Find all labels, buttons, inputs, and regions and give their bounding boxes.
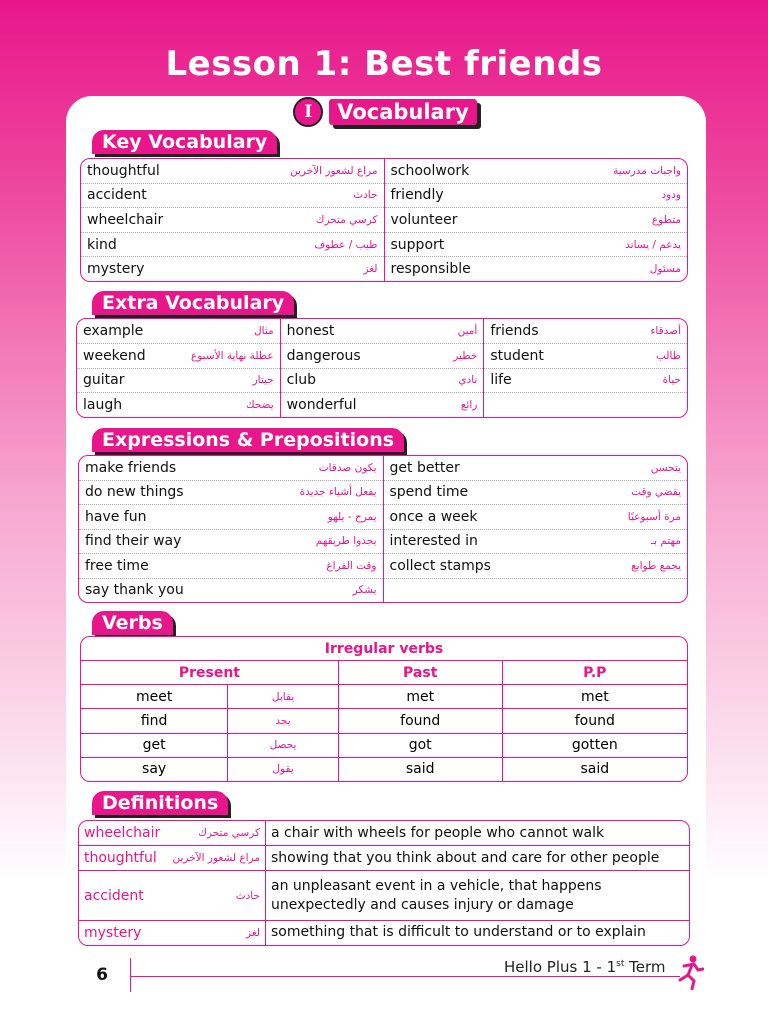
vocabulary-heading: Vocabulary (329, 99, 477, 125)
verb-pp: met (502, 685, 687, 709)
vocab-row (384, 481, 688, 506)
arabic-translation: يقضي وقت (631, 486, 681, 499)
runner-logo-icon (676, 954, 704, 990)
english-term: guitar (83, 372, 125, 389)
verb-arabic: يقول (228, 757, 339, 781)
definition-word-cell (79, 846, 266, 871)
arabic-translation: جيتار (252, 374, 274, 387)
pp-header: P.P (502, 661, 687, 685)
arabic-translation: وقت الفراغ (326, 559, 377, 572)
verb-row (81, 757, 687, 781)
vocab-row (384, 554, 688, 579)
verb-past: got (338, 733, 502, 757)
arabic-translation: يجمع طوابع (631, 559, 681, 572)
past-header: Past (338, 661, 502, 685)
arabic-translation: رائع (460, 399, 478, 412)
definition-word-cell (79, 821, 266, 846)
definition-row (79, 846, 689, 871)
english-term: dangerous (286, 347, 361, 364)
definitions-box (78, 820, 690, 946)
arabic-translation: متطوع (651, 213, 681, 226)
definition-word-cell (79, 871, 266, 920)
english-term: club (286, 372, 317, 389)
definition-row (79, 920, 689, 945)
roman-numeral-icon: I (293, 97, 323, 127)
vocab-row (281, 369, 484, 394)
definition-word: mystery (84, 924, 142, 941)
definition-word: thoughtful (84, 850, 157, 867)
arabic-translation: يكون صدقات (318, 461, 377, 474)
definition-row (79, 871, 689, 920)
expressions-column (79, 456, 383, 602)
verbs-heading: Verbs (92, 611, 173, 635)
english-term: honest (286, 322, 335, 339)
english-term: find their way (85, 533, 182, 550)
vocab-row (81, 233, 384, 258)
verb-arabic: يحصل (228, 733, 339, 757)
definition-text: a chair with wheels for people who cannot walk (266, 821, 690, 846)
arabic-translation: يجدوا طريقهم (315, 535, 377, 548)
definition-arabic: كرسي متحرك (198, 827, 260, 840)
english-term: thoughtful (87, 162, 160, 179)
arabic-translation: خطير (453, 349, 478, 362)
key-vocab-column (384, 159, 688, 281)
page-title: Lesson 1: Best friends (165, 44, 603, 84)
arabic-translation: مراع لشعور الآخرين (289, 164, 378, 177)
arabic-translation: أصدقاء (650, 324, 682, 337)
arabic-translation: يضحك (246, 399, 274, 412)
arabic-translation: حادث (353, 189, 378, 202)
english-term: collect stamps (389, 557, 491, 574)
definition-word-cell (79, 920, 266, 945)
english-term: volunteer (390, 211, 458, 228)
key-vocab-heading: Key Vocabulary (92, 130, 277, 154)
arabic-translation: حياة (662, 374, 682, 387)
book-title: Hello Plus 1 - 1st Term (500, 958, 670, 976)
english-term: say thank you (85, 582, 184, 599)
arabic-translation: أمين (457, 324, 478, 337)
arabic-translation: مرة أسبوعيًا (627, 510, 681, 523)
extra-vocab-column (77, 319, 280, 417)
english-term: weekend (83, 347, 146, 364)
arabic-translation: يتحسن (650, 461, 681, 474)
english-term: friends (490, 322, 539, 339)
vocab-row (77, 393, 280, 417)
irregular-verbs-table (81, 637, 687, 781)
definitions-table (79, 821, 689, 945)
vocab-row (81, 184, 384, 209)
verb-past: found (338, 709, 502, 733)
vocab-row (81, 257, 384, 281)
definition-arabic: مراع لشعور الآخرين (172, 852, 260, 865)
verb-pp: said (502, 757, 687, 781)
english-term: make friends (85, 459, 177, 476)
vocab-row (79, 530, 383, 555)
definition-text: something that is difficult to understand or to explain (266, 920, 690, 945)
verb-arabic: يجد (228, 709, 339, 733)
vocab-row (484, 393, 687, 417)
arabic-translation: يدعم / يساند (625, 238, 681, 251)
verb-row (81, 685, 687, 709)
key-vocab-box (80, 158, 688, 282)
arabic-translation: يفعل أشياء جديدة (299, 486, 377, 499)
vocab-row (79, 456, 383, 481)
vocab-row (79, 505, 383, 530)
expressions-column (383, 456, 688, 602)
vocab-row (384, 456, 688, 481)
vocab-row (281, 319, 484, 344)
vocab-row (81, 159, 384, 184)
vocab-row (484, 344, 687, 369)
english-term: laugh (83, 397, 123, 414)
footer-rule (130, 976, 680, 977)
irregular-verbs-title: Irregular verbs (81, 637, 687, 661)
english-term: once a week (389, 508, 478, 525)
arabic-translation: مسئول (649, 263, 681, 276)
vocab-row (384, 579, 688, 603)
english-term: spend time (389, 484, 469, 501)
english-term: kind (87, 236, 117, 253)
vocab-row (385, 233, 688, 258)
verb-present: say (142, 761, 167, 778)
vocab-row (79, 481, 383, 506)
verb-past: said (338, 757, 502, 781)
arabic-translation: مثال (254, 324, 274, 337)
english-term: friendly (390, 187, 444, 204)
english-term: example (83, 322, 144, 339)
english-term: interested in (389, 533, 478, 550)
arabic-translation: طالب (655, 349, 682, 362)
english-term: get better (389, 459, 460, 476)
arabic-translation: يمرح - يلهو (327, 510, 377, 523)
arabic-translation: عطلة نهاية الأسبوع (190, 349, 274, 362)
verb-pp: found (502, 709, 687, 733)
definition-text: an unpleasant event in a vehicle, that happens unexpectedly and causes injury or damage (266, 871, 690, 920)
english-term: student (490, 347, 544, 364)
verb-row (81, 733, 687, 757)
arabic-translation: نادي (458, 374, 478, 387)
vocab-row (77, 369, 280, 394)
arabic-translation: ودود (661, 189, 681, 202)
english-term: responsible (390, 261, 471, 278)
arabic-translation: واجبات مدرسية (613, 164, 681, 177)
vocab-row (77, 344, 280, 369)
english-term: do new things (85, 484, 184, 501)
extra-vocab-column (483, 319, 687, 417)
english-term: mystery (87, 261, 145, 278)
page-number: 6 (74, 958, 131, 992)
vocab-row (384, 530, 688, 555)
arabic-translation: لغز (363, 263, 378, 276)
arabic-translation: يشكر (352, 584, 377, 597)
definition-row (79, 821, 689, 846)
vocab-row (79, 579, 383, 603)
arabic-translation: مهتم بـ (651, 535, 681, 548)
verb-arabic: يقابل (228, 685, 339, 709)
vocab-row (385, 184, 688, 209)
english-term: support (390, 236, 445, 253)
vocab-row (81, 208, 384, 233)
english-term: schoolwork (390, 162, 470, 179)
verb-present: meet (81, 685, 228, 709)
arabic-translation: كرسي متحرك (315, 213, 378, 226)
verb-row (81, 709, 687, 733)
expressions-box (78, 455, 688, 603)
definition-arabic: لغز (245, 926, 260, 939)
vocab-row (484, 319, 687, 344)
english-term: wheelchair (87, 211, 164, 228)
definition-word: wheelchair (84, 825, 161, 842)
vocab-row (384, 505, 688, 530)
english-term: life (490, 372, 512, 389)
english-term: wonderful (286, 397, 357, 414)
arabic-translation: طيب / عطوف (314, 238, 378, 251)
verb-past: met (338, 685, 502, 709)
definition-word: accident (84, 887, 144, 904)
definitions-heading: Definitions (92, 791, 228, 815)
verb-present: find (81, 709, 228, 733)
vocab-row (79, 554, 383, 579)
extra-vocab-column (280, 319, 484, 417)
key-vocab-column (81, 159, 384, 281)
english-term: free time (85, 557, 149, 574)
vocabulary-badge (282, 96, 488, 128)
english-term: accident (87, 187, 147, 204)
expressions-heading: Expressions & Prepositions (92, 428, 404, 452)
english-term: have fun (85, 508, 147, 525)
vocab-row (385, 159, 688, 184)
extra-vocab-box (76, 318, 688, 418)
verb-pp: gotten (502, 733, 687, 757)
vocab-row (281, 393, 484, 417)
definition-arabic: حادث (235, 889, 260, 902)
vocab-row (385, 208, 688, 233)
vocab-row (484, 369, 687, 394)
verbs-box (80, 636, 688, 782)
extra-vocab-heading: Extra Vocabulary (92, 291, 294, 315)
definition-text: showing that you think about and care for other people (266, 846, 690, 871)
vocab-row (385, 257, 688, 281)
verb-present: get (81, 733, 228, 757)
vocab-row (281, 344, 484, 369)
present-header: Present (81, 661, 338, 685)
vocab-row (77, 319, 280, 344)
